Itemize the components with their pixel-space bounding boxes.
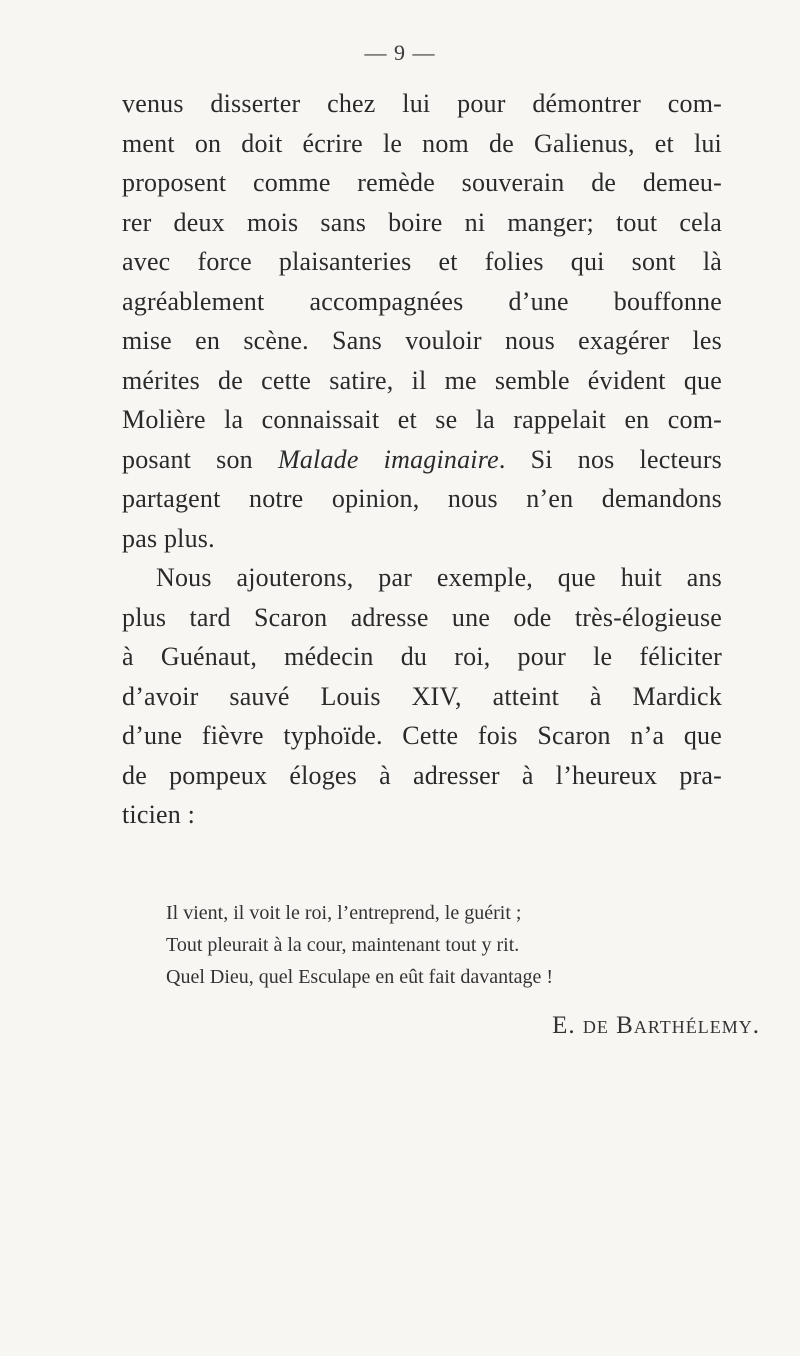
text-line: Molière la connaissait et se la rappelait en com- <box>122 405 722 434</box>
text-line <box>122 440 722 480</box>
text-line: proposent comme remède souverain de demeu- <box>122 168 722 197</box>
text-line: d’avoir sauvé Louis XIV, atteint à Mardick <box>122 681 722 711</box>
text-line: avec force plaisanteries et folies qui sont là <box>122 247 722 276</box>
body-text <box>122 84 722 835</box>
text-line: ticien : <box>122 800 196 829</box>
verse-line: Quel Dieu, quel Esculape en eût fait davantage ! <box>166 966 554 988</box>
text-fragment: posant son <box>122 444 278 474</box>
text-line: plus tard Scaron adresse une ode très-élogieuse <box>122 602 722 632</box>
text-line: rer deux mois sans boire ni manger; tout cela <box>122 207 722 237</box>
text-line: mise en scène. Sans vouloir nous exagérer les <box>122 326 722 355</box>
text-line: partagent notre opinion, nous n’en demandons <box>122 484 722 513</box>
text-line: de pompeux éloges à adresser à l’heureux pra- <box>122 760 722 790</box>
page-number: — 9 — <box>364 40 436 65</box>
text-line: venus disserter chez lui pour démontrer com- <box>122 89 722 118</box>
text-line: pas plus. <box>122 523 215 553</box>
text-line: ment on doit écrire le nom de Galienus, et lui <box>122 128 722 158</box>
text-line: agréablement accompagnées d’une bouffonne <box>122 286 722 316</box>
text-line: d’une fièvre typhoïde. Cette fois Scaron n’a que <box>122 721 722 750</box>
verse-line: Il vient, il voit le roi, l’entreprend, le guérit ; <box>166 902 522 924</box>
text-fragment: . Si nos lecteurs <box>498 444 722 474</box>
author-signature: E. de Barthélemy. <box>552 1012 760 1039</box>
play-title: Malade imaginaire <box>277 444 499 474</box>
verse-quote <box>166 897 726 993</box>
verse-line: Tout pleurait à la cour, maintenant tout y rit. <box>166 934 520 956</box>
text-line: Nous ajouterons, par exemple, que huit ans <box>156 563 722 592</box>
text-line: à Guénaut, médecin du roi, pour le féliciter <box>122 642 722 671</box>
text-line: mérites de cette satire, il me semble évident que <box>122 365 722 395</box>
